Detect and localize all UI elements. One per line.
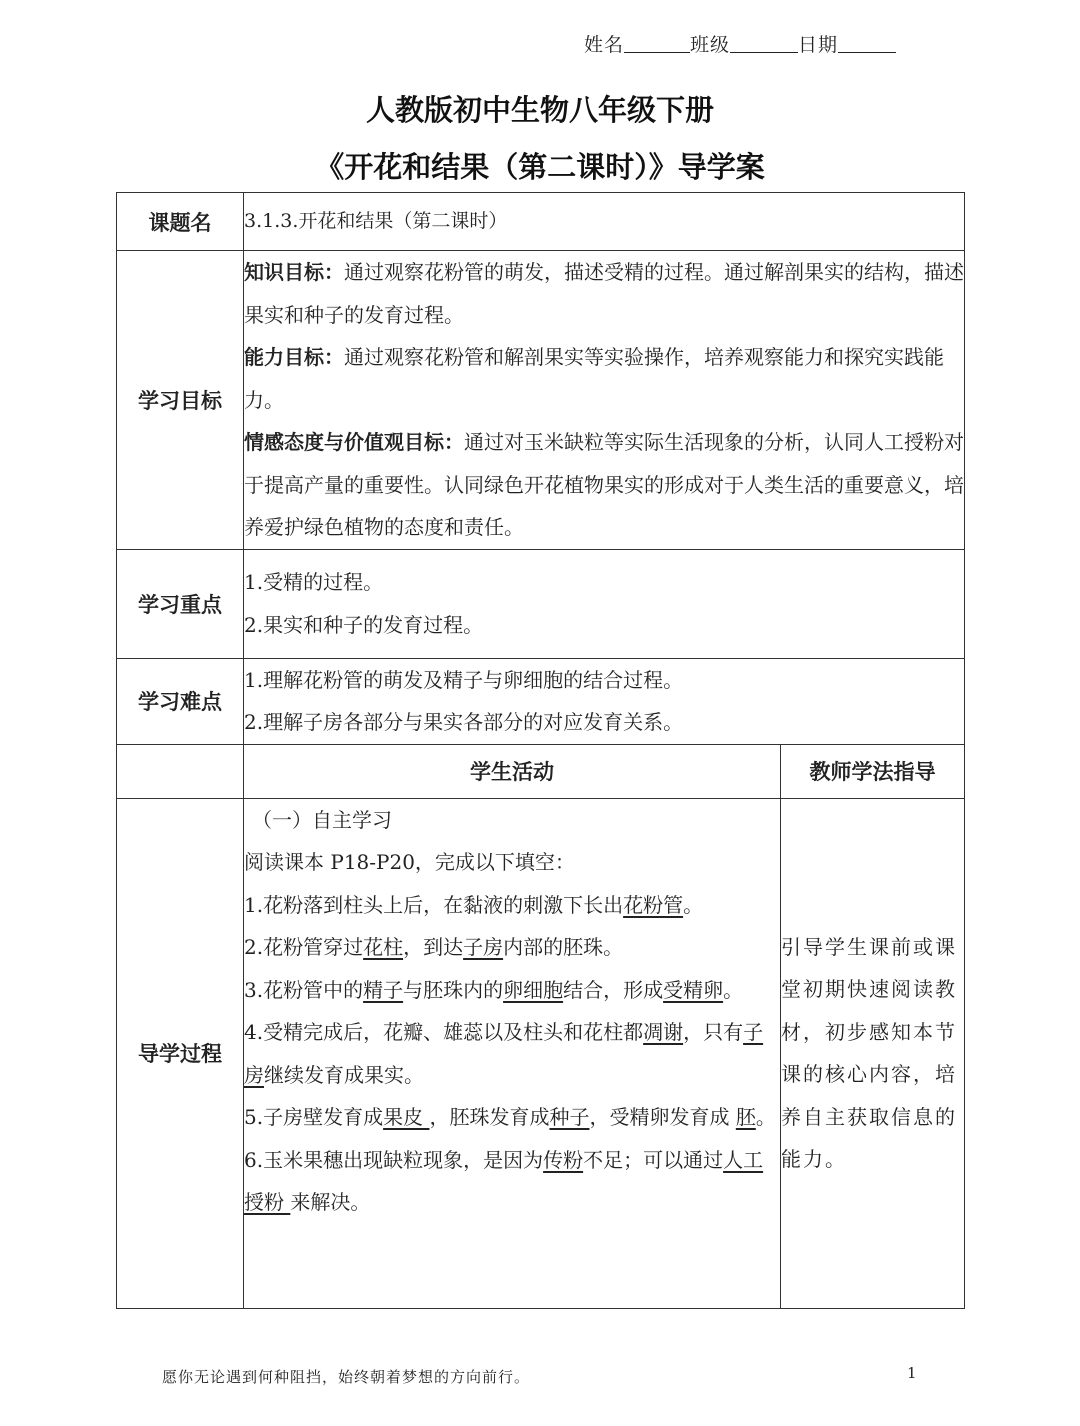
difficulty-row	[117, 658, 965, 744]
reading-instruction: 阅读课本 P18-P20，完成以下填空：	[244, 850, 575, 874]
column-header-row	[117, 744, 965, 798]
answer-blank: 果皮	[383, 1105, 430, 1129]
focus-item: 2.果实和种子的发育过程。	[244, 612, 484, 637]
document-title: 人教版初中生物八年级下册	[365, 93, 714, 127]
class-label: 班级	[690, 34, 731, 56]
emotion-goal-key: 情感态度与价值观目标：	[244, 430, 464, 454]
focus-content	[244, 549, 965, 658]
knowledge-goal-text: 通过观察花粉管的萌发，描述受精的过程。通过解剖果实的结构，描述果实和种子的发育过程。	[244, 260, 964, 327]
emotion-goal-text: 通过对玉米缺粒等实际生活现象的分析，认同人工授粉对于提高产量的重要性。认同绿色开花植物果实的形成对于人类生活的重要意义，培养爱护绿色植物的态度和责任。	[244, 430, 964, 539]
question-6: 6.玉米果穗出现缺粒现象，是因为传粉不足；可以通过人工授粉 来解决。	[244, 1147, 764, 1214]
knowledge-goal-key: 知识目标：	[244, 260, 344, 284]
section-heading: （一）自主学习	[252, 807, 392, 832]
answer-blank: 子房	[463, 935, 504, 959]
goals-label: 学习目标	[117, 251, 244, 550]
question-5: 5.子房壁发育成果皮 ，胚珠发育成种子，受精卵发育成 胚。	[244, 1105, 776, 1129]
answer-blank: 精子	[363, 977, 404, 1002]
answer-blank: 人工授粉	[244, 1147, 764, 1214]
date-label: 日期	[798, 34, 839, 56]
answer-blank: 种子	[549, 1105, 590, 1129]
goals-content	[244, 251, 965, 550]
difficulty-item: 2.理解子房各部分与果实各部分的对应发育关系。	[244, 710, 684, 734]
answer-blank: 子房	[244, 1020, 764, 1087]
focus-item: 1.受精的过程。	[244, 570, 384, 594]
answer-blank: 胚	[735, 1105, 756, 1129]
date-blank[interactable]	[838, 34, 896, 53]
student-info-line	[584, 30, 896, 57]
lesson-plan-table	[116, 192, 965, 1309]
ability-goal-key: 能力目标：	[244, 345, 344, 369]
answer-blank: 花粉管	[623, 892, 684, 917]
question-1: 1.花粉落到柱头上后，在黏液的刺激下长出花粉管。	[244, 892, 704, 917]
difficulty-label: 学习难点	[117, 658, 244, 744]
difficulty-content	[244, 658, 965, 744]
question-4: 4.受精完成后，花瓣、雄蕊以及柱头和花柱都凋谢，只有子房继续发育成果实。	[244, 1020, 764, 1087]
difficulty-item: 1.理解花粉管的萌发及精子与卵细胞的结合过程。	[244, 667, 684, 692]
page-number: 1	[907, 1364, 917, 1382]
question-3: 3.花粉管中的精子与胚珠内的卵细胞结合，形成受精卵。	[244, 977, 744, 1002]
question-2: 2.花粉管穿过花柱，到达子房内部的胚珠。	[244, 935, 624, 959]
answer-blank: 传粉	[543, 1147, 584, 1172]
footer-motto: 愿你无论遇到何种阻挡，始终朝着梦想的方向前行。	[162, 1368, 531, 1386]
student-activity-header: 学生活动	[244, 744, 781, 798]
name-blank[interactable]	[624, 34, 690, 53]
topic-label: 课题名	[117, 193, 244, 251]
answer-blank: 受精卵	[663, 977, 724, 1002]
class-blank[interactable]	[730, 34, 798, 53]
teacher-guide-header: 教师学法指导	[781, 744, 965, 798]
name-label: 姓名	[584, 34, 625, 56]
topic-value: 3.1.3.开花和结果（第二课时）	[244, 193, 965, 251]
process-row	[117, 798, 965, 1308]
process-label: 导学过程	[117, 798, 244, 1308]
focus-row	[117, 549, 965, 658]
answer-blank: 花柱	[363, 935, 404, 959]
focus-label: 学习重点	[117, 549, 244, 658]
document-subtitle: 《开花和结果（第二课时）》导学案	[315, 150, 765, 184]
ability-goal-text: 通过观察花粉管和解剖果实等实验操作，培养观察能力和探究实践能力。	[244, 345, 944, 412]
empty-header-cell	[117, 744, 244, 798]
goals-row	[117, 251, 965, 550]
topic-row	[117, 193, 965, 251]
answer-blank: 凋谢	[643, 1020, 684, 1044]
teacher-guide-content: 引导学生课前或课堂初期快速阅读教材，初步感知本节课的核心内容，培养自主获取信息的能力。	[781, 798, 965, 1308]
answer-blank: 卵细胞	[503, 977, 564, 1002]
student-activity-content	[244, 798, 781, 1308]
